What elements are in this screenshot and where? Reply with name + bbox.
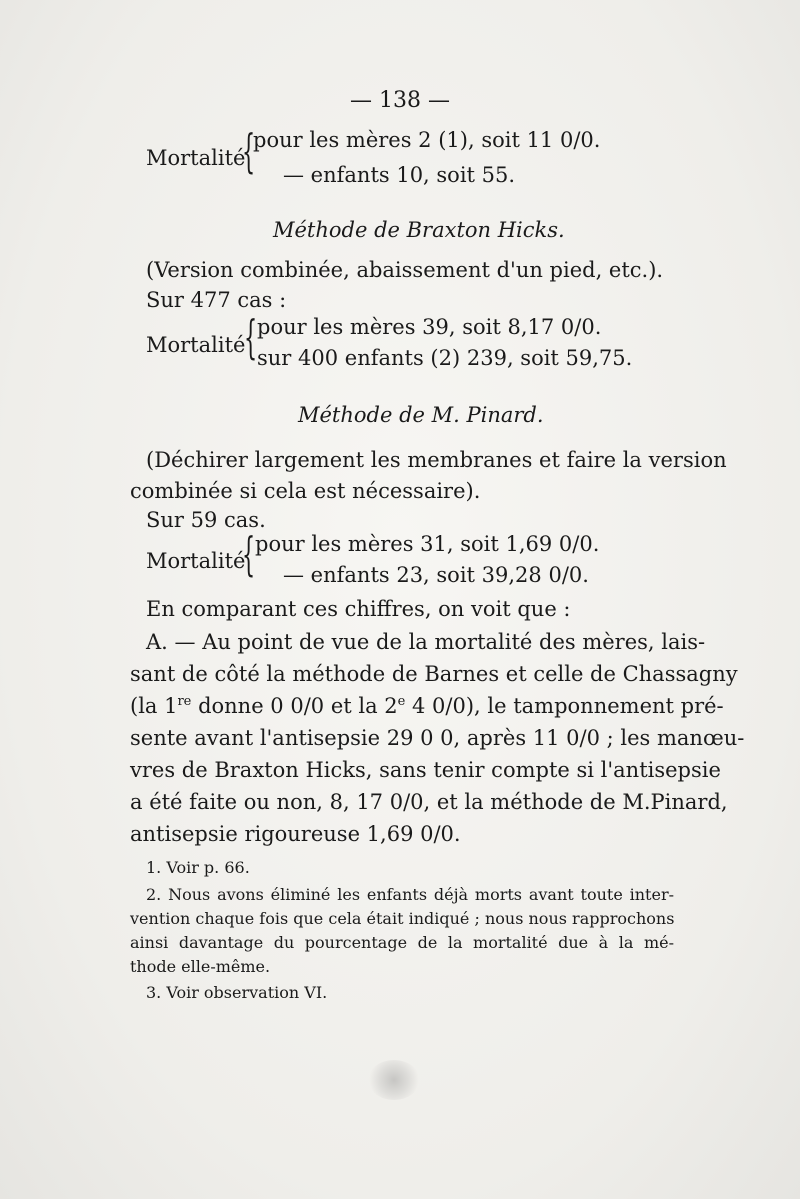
pinard-heading: Méthode de M. Pinard. <box>298 403 544 427</box>
mortality-mothers-line: pour les mères 2 (1), soit 11 0/0. <box>253 128 601 152</box>
paragraph-line: sant de côté la méthode de Barnes et celle de Chassagny <box>130 662 738 686</box>
library-stamp <box>368 1060 420 1100</box>
page-number: — 138 — <box>350 88 450 113</box>
braxton-description: (Version combinée, abaissement d'un pied, etc.). <box>146 258 664 282</box>
paragraph-line: sente avant l'antisepsie 29 0 0, après 11 0/0 ; les manœu- <box>130 726 745 750</box>
paragraph-line: antisepsie rigoureuse 1,69 0/0. <box>130 822 461 846</box>
braxton-cases: Sur 477 cas : <box>146 288 287 312</box>
footnote-2-line: ainsi davantage du pourcentage de la mortalité due à la mé- <box>130 933 674 952</box>
pinard-description-line1: (Déchirer largement les membranes et faire la version <box>146 448 727 472</box>
footnote-2-line: thode elle-même. <box>130 957 271 976</box>
mortality-children-line: sur 400 enfants (2) 239, soit 59,75. <box>257 346 633 370</box>
mortality-mothers-line: pour les mères 39, soit 8,17 0/0. <box>257 315 602 339</box>
mortality-mothers-line: pour les mères 31, soit 1,69 0/0. <box>255 532 600 556</box>
braxton-heading: Méthode de Braxton Hicks. <box>273 218 565 242</box>
pinard-description-line2: combinée si cela est nécessaire). <box>130 479 481 503</box>
paragraph-line: (la 1re donne 0 0/0 et la 2e 4 0/0), le tamponnement pré- <box>130 694 724 718</box>
mortality-label: Mortalité <box>146 146 246 170</box>
mortality-children-line: — enfants 23, soit 39,28 0/0. <box>283 563 589 587</box>
footnote-3: 3. Voir observation VI. <box>146 983 328 1002</box>
footnote-2-line: 2. Nous avons éliminé les enfants déjà morts avant toute inter- <box>146 885 674 904</box>
mortality-children-line: — enfants 10, soit 55. <box>283 163 516 187</box>
paragraph-line: vres de Braxton Hicks, sans tenir compte si l'antisepsie <box>130 758 721 782</box>
footnote-2-line: vention chaque fois que cela était indiqué ; nous nous rapprochons <box>130 909 675 928</box>
footnote-1: 1. Voir p. 66. <box>146 858 250 877</box>
paragraph-line: a été faite ou non, 8, 17 0/0, et la méthode de M.Pinard, <box>130 790 728 814</box>
paragraph-line: A. — Au point de vue de la mortalité des mères, lais- <box>146 630 706 654</box>
brace: { <box>242 124 256 178</box>
comparison-intro: En comparant ces chiffres, on voit que : <box>146 597 571 621</box>
brace: { <box>244 310 258 364</box>
mortality-label: Mortalité <box>146 333 246 357</box>
mortality-label: Mortalité <box>146 549 246 573</box>
brace: { <box>242 527 256 581</box>
pinard-cases: Sur 59 cas. <box>146 508 266 532</box>
